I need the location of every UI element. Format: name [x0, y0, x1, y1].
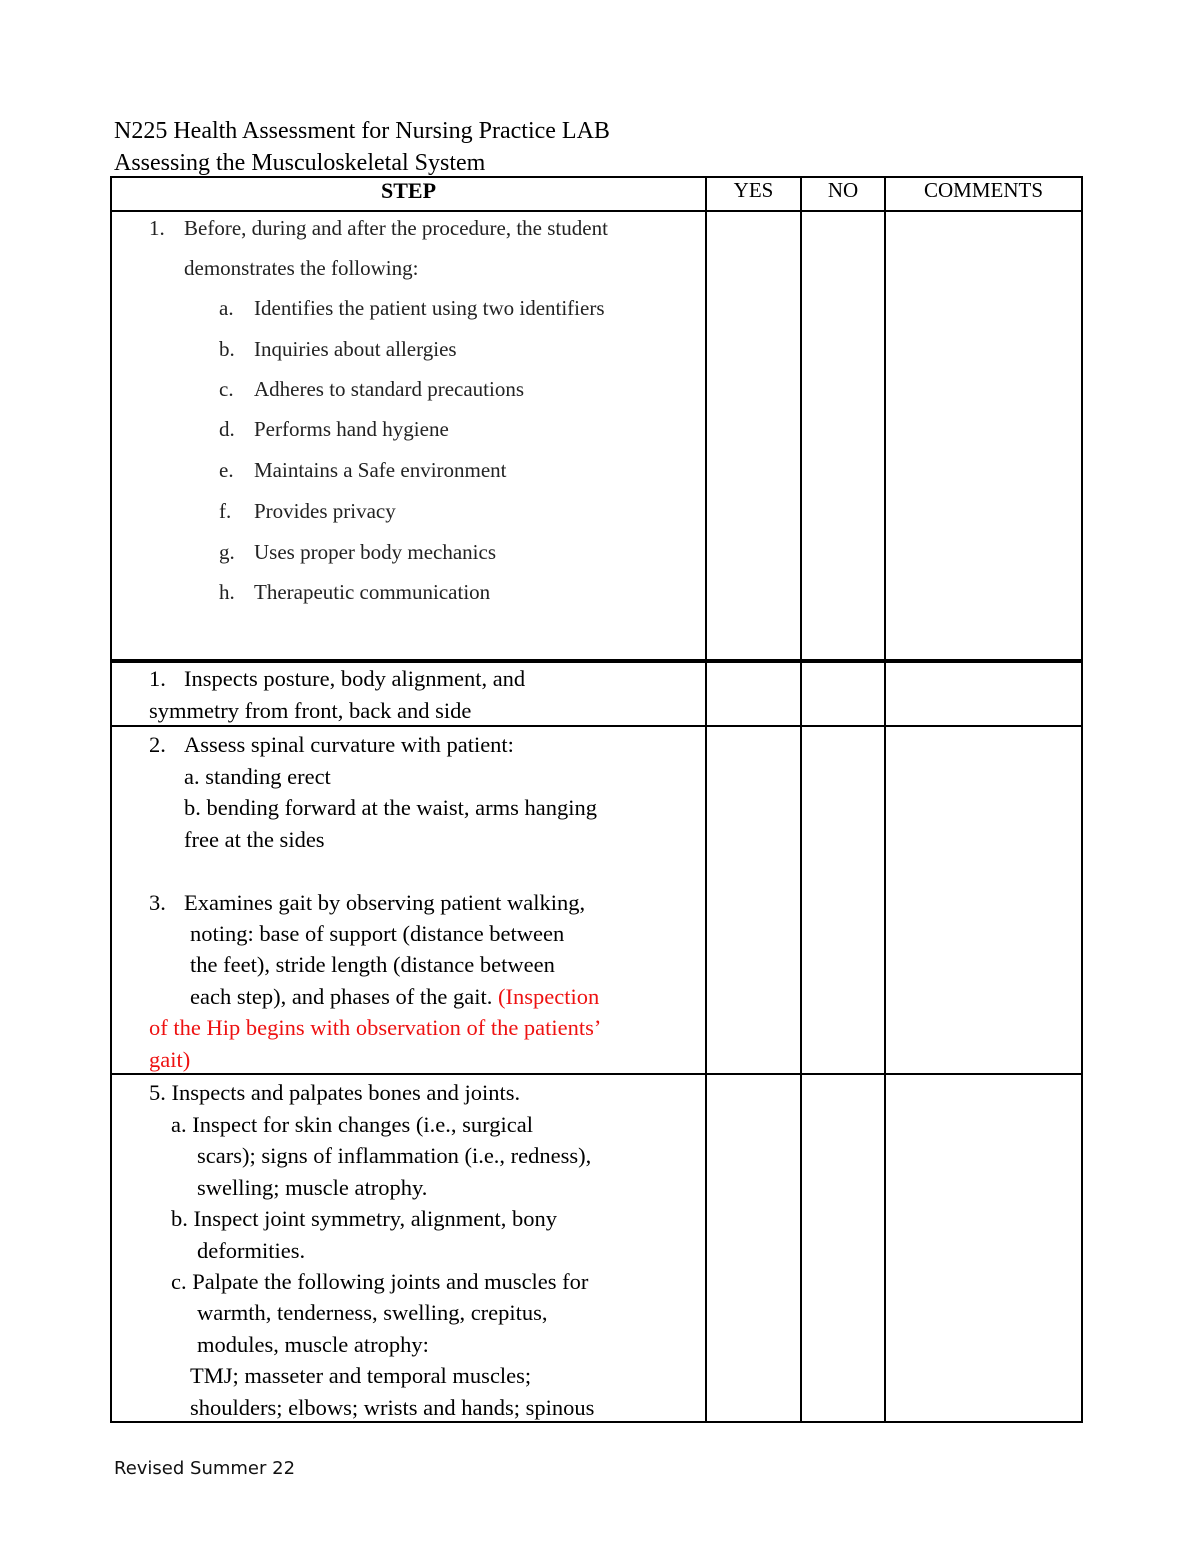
step-text-line: deformities. — [197, 1238, 306, 1263]
step-text-line: each step), and phases of the gait. (Inspection — [190, 984, 600, 1009]
step-text-line: b. Inspect joint symmetry, alignment, bony — [171, 1206, 557, 1231]
list-item: Maintains a Safe environment — [254, 458, 507, 482]
hip-inspection-note: (Inspection — [498, 984, 600, 1009]
document-title: N225 Health Assessment for Nursing Practice LAB — [114, 118, 610, 144]
hip-inspection-note: gait) — [149, 1047, 191, 1072]
yes-cell[interactable] — [706, 1074, 801, 1422]
step-text-line: c. Palpate the following joints and muscles for — [171, 1269, 589, 1294]
column-header-step: STEP — [111, 177, 706, 211]
step-cell-posture — [111, 661, 706, 726]
step-text-line: a. standing erect — [184, 764, 331, 789]
step-number: 2. — [149, 732, 166, 757]
step-number: 1. — [149, 666, 166, 691]
list-item-letter: d. — [219, 417, 235, 441]
table-row — [111, 726, 1082, 1074]
list-item: Performs hand hygiene — [254, 417, 449, 441]
list-item: Provides privacy — [254, 499, 396, 523]
no-cell[interactable] — [801, 1074, 885, 1422]
column-header-yes: YES — [706, 177, 801, 211]
step-text-line: scars); signs of inflammation (i.e., redness), — [197, 1143, 592, 1168]
step-cell-general-procedure — [111, 211, 706, 661]
column-header-comments: COMMENTS — [885, 177, 1082, 211]
step-text-line: warmth, tenderness, swelling, crepitus, — [197, 1300, 548, 1325]
step-text-line: Assess spinal curvature with patient: — [184, 732, 514, 757]
step-text-line: b. bending forward at the waist, arms hanging — [184, 795, 598, 820]
step-text-line: swelling; muscle atrophy. — [197, 1175, 428, 1200]
comments-cell[interactable] — [885, 661, 1082, 726]
list-item: Adheres to standard precautions — [254, 377, 524, 401]
document-subtitle: Assessing the Musculoskeletal System — [114, 150, 486, 176]
list-item: Inquiries about allergies — [254, 337, 457, 361]
list-item: Uses proper body mechanics — [254, 540, 497, 564]
yes-cell[interactable] — [706, 211, 801, 661]
list-item: Therapeutic communication — [254, 580, 491, 604]
step-number: 3. — [149, 890, 166, 915]
step-text-line: a. Inspect for skin changes (i.e., surgical — [171, 1112, 533, 1137]
step-text-line: Inspects posture, body alignment, and — [184, 666, 526, 691]
table-row — [111, 1074, 1082, 1422]
step-text-line: TMJ; masseter and temporal muscles; — [190, 1363, 532, 1388]
step-cell-bones-joints — [111, 1074, 706, 1422]
step-text-line: 5. Inspects and palpates bones and joints. — [149, 1080, 521, 1105]
yes-cell[interactable] — [706, 661, 801, 726]
step-text-line: modules, muscle atrophy: — [197, 1332, 429, 1357]
list-item-letter: a. — [219, 296, 234, 320]
step-text-line: noting: base of support (distance between — [190, 921, 565, 946]
step-text-line: demonstrates the following: — [184, 256, 419, 280]
step-text-line: shoulders; elbows; wrists and hands; spinous — [190, 1395, 595, 1420]
step-text-line: the feet), stride length (distance between — [190, 952, 555, 977]
list-item-letter: b. — [219, 337, 235, 361]
list-item-letter: h. — [219, 580, 235, 604]
column-header-no: NO — [801, 177, 885, 211]
no-cell[interactable] — [801, 211, 885, 661]
comments-cell[interactable] — [885, 726, 1082, 1074]
list-item-letter: g. — [219, 540, 235, 564]
step-number: 1. — [149, 216, 165, 240]
comments-cell[interactable] — [885, 211, 1082, 661]
table-header-row — [111, 177, 1082, 211]
list-item: Identifies the patient using two identifiers — [254, 296, 605, 320]
no-cell[interactable] — [801, 726, 885, 1074]
list-item-letter: c. — [219, 377, 234, 401]
yes-cell[interactable] — [706, 726, 801, 1074]
assessment-checklist-table — [110, 176, 1083, 1423]
revision-footer: Revised Summer 22 — [114, 1458, 296, 1479]
step-text-line: free at the sides — [184, 827, 325, 852]
list-item-letter: f. — [219, 499, 232, 523]
step-text-line: symmetry from front, back and side — [149, 698, 472, 723]
step-text-line: Before, during and after the procedure, the student — [184, 216, 608, 240]
table-row — [111, 661, 1082, 726]
table-row — [111, 211, 1082, 661]
step-cell-spine-gait — [111, 726, 706, 1074]
list-item-letter: e. — [219, 458, 234, 482]
step-text-line: Examines gait by observing patient walking, — [184, 890, 586, 915]
comments-cell[interactable] — [885, 1074, 1082, 1422]
no-cell[interactable] — [801, 661, 885, 726]
hip-inspection-note: of the Hip begins with observation of the patients’ — [149, 1015, 602, 1040]
